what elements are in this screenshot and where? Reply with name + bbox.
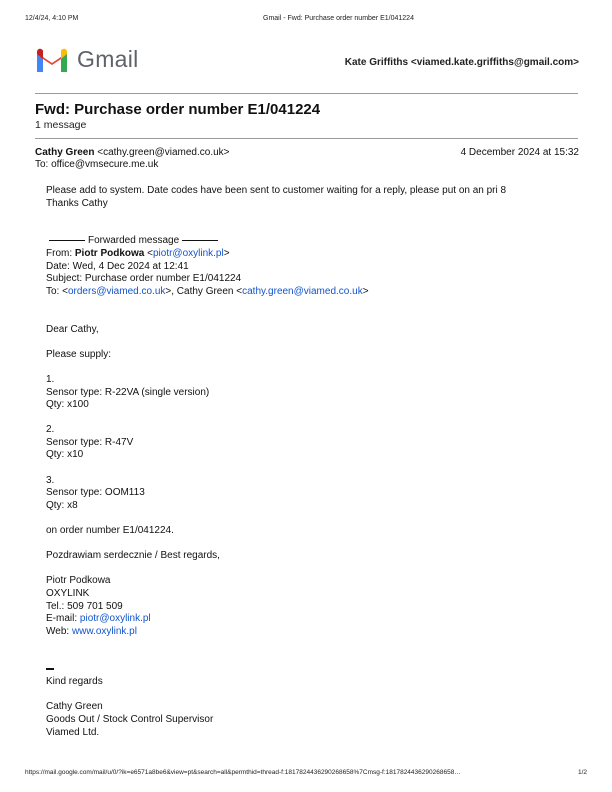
fwd-date: Date: Wed, 4 Dec 2024 at 12:41	[46, 260, 189, 272]
signature-separator	[46, 664, 576, 677]
item-qty: Qty: x100	[46, 399, 89, 411]
item-qty: Qty: x10	[46, 449, 84, 461]
sender-email: <cathy.green@viamed.co.uk>	[97, 147, 230, 158]
forwarded-label: Forwarded message	[88, 235, 180, 247]
fwd-to	[46, 286, 576, 299]
fwd-to-close: >	[362, 285, 369, 297]
fwd-to-prefix: To: <	[46, 285, 68, 297]
fwd-to-email-link[interactable]: orders@viamed.co.uk	[67, 285, 166, 297]
item-sensor: Sensor type: OOM113	[46, 487, 145, 499]
message-from	[35, 147, 230, 158]
signature-tel: Tel.: 509 701 509	[46, 600, 123, 612]
order-line: on order number E1/041224.	[46, 525, 174, 537]
gmail-wordmark: Gmail	[77, 46, 139, 72]
item-number: 1.	[46, 373, 55, 385]
message-count: 1 message	[35, 119, 87, 131]
fwd-from	[46, 248, 576, 261]
signature-email-prefix: E-mail:	[46, 613, 80, 625]
signature-web	[46, 626, 576, 639]
kind-regards: Kind regards	[46, 676, 103, 688]
signature-company: OXYLINK	[46, 588, 90, 599]
regards-line: Pozdrawiam serdecznie / Best regards,	[46, 550, 220, 562]
print-url: https://mail.google.com/mail/u/0/?ik=e6571a8be6&view=pt&search=all&permthid=thread-f:1817824436290268658%7Cmsg-f:1817824436290268658…	[25, 769, 461, 776]
fwd-from-open: <	[144, 247, 153, 259]
greeting: Dear Cathy,	[46, 323, 99, 335]
print-page-number: 1/2	[578, 769, 588, 776]
fwd-from-email-link[interactable]: piotr@oxylink.pl	[152, 247, 224, 259]
cg-company: Viamed Ltd.	[46, 726, 100, 738]
fwd-from-prefix: From:	[46, 247, 75, 259]
account-email: Kate Griffiths <viamed.kate.griffiths@gmail.com>	[344, 57, 579, 68]
supply-line: Please supply:	[46, 348, 112, 360]
header-divider	[35, 93, 578, 94]
signature-web-link[interactable]: www.oxylink.pl	[71, 625, 137, 637]
thread-divider	[35, 138, 578, 139]
item-sensor: Sensor type: R-47V	[46, 436, 134, 448]
fwd-cc-email-link[interactable]: cathy.green@viamed.co.uk	[242, 285, 363, 297]
divider	[49, 240, 85, 241]
fwd-to-middle: >, Cathy Green <	[165, 285, 243, 297]
signature-web-prefix: Web:	[46, 625, 72, 637]
forwarded-message-header	[46, 235, 576, 248]
item-qty: Qty: x8	[46, 499, 78, 511]
item-sensor: Sensor type: R-22VA (single version)	[46, 386, 210, 398]
gmail-logo[interactable]	[35, 46, 139, 73]
dash	[46, 668, 54, 670]
message-date: 4 December 2024 at 15:32	[460, 147, 579, 158]
signature-email	[46, 613, 576, 626]
intro-signoff: Thanks Cathy	[46, 197, 108, 209]
gmail-m-icon	[35, 47, 69, 73]
fwd-from-name: Piotr Podkowa	[74, 247, 145, 259]
cg-name: Cathy Green	[46, 701, 103, 713]
signature-email-link[interactable]: piotr@oxylink.pl	[79, 613, 151, 625]
cg-title: Goods Out / Stock Control Supervisor	[46, 713, 214, 725]
item-number: 2.	[46, 424, 55, 436]
intro-line: Please add to system. Date codes have been sent to customer waiting for a reply, please put on an pri 8	[46, 185, 507, 196]
message-to: To: office@vmsecure.me.uk	[35, 159, 159, 170]
sender-name: Cathy Green	[35, 147, 95, 158]
signature-name: Piotr Podkowa	[46, 575, 111, 587]
fwd-from-close: >	[223, 247, 230, 259]
print-datetime: 12/4/24, 4:10 PM	[25, 15, 79, 22]
thread-subject: Fwd: Purchase order number E1/041224	[35, 101, 321, 118]
item-number: 3.	[46, 474, 55, 486]
divider	[182, 240, 218, 241]
fwd-subject: Subject: Purchase order number E1/041224	[46, 273, 242, 285]
message-body	[46, 185, 576, 739]
print-title: Gmail - Fwd: Purchase order number E1/041224	[263, 15, 414, 22]
